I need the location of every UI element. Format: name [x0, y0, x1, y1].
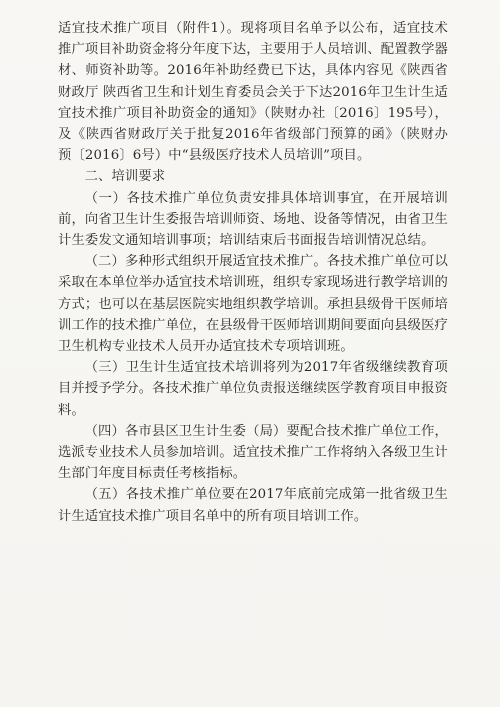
- paragraph-project-funding: 适宜技术推广项目（附件1）。现将项目名单予以公布，适宜技术推广项目补助资金将分年度下达，主要用于人员培训、配置教学器材、师资补助等。2016年补助经费已下达，具体内容见《陕西省财政厅 陕西省卫生和计划生育委员会关于下达2016年卫生计生适宜技术推广项目补助资金的通知》（陕财办社〔2016〕195号），及《陕西省财政厅关于批复2016年省级部门预算的函》（陕财办预〔2016〕6号）中“县级医疗技术人员培训”项目。: [58, 21, 448, 164]
- paragraph-requirement-5: （五）各技术推广单位要在2017年底前完成第一批省级卫生计生适宜技术推广项目名单中的所有项目培训工作。: [58, 487, 448, 524]
- section-heading-training-requirements: 二、培训要求: [84, 169, 166, 185]
- paragraph-requirement-1: （一）各技术推广单位负责安排具体培训事宜，在开展培训前，向省卫生计生委报告培训师资、场地、设备等情况，由省卫生计生委发文通知培训事项；培训结束后书面报告培训情况总结。: [58, 190, 448, 249]
- paragraph-requirement-4: （四）各市县区卫生计生委（局）要配合技术推广单位工作，选派专业技术人员参加培训。适宜技术推广工作将纳入各级卫生计生部门年度目标责任考核指标。: [58, 423, 448, 482]
- paragraph-requirement-2: （二）多种形式组织开展适宜技术推广。各技术推广单位可以采取在本单位举办适宜技术培训班，组织专家现场进行教学培训的方式；也可以在基层医院实地组织教学培训。承担县级骨干医师培训工作的技术推广单位，在县级骨干医师培训期间要面向县级医疗卫生机构专业技术人员开办适宜技术专项培训班。: [58, 254, 448, 355]
- paragraph-requirement-3: （三）卫生计生适宜技术培训将列为2017年省级继续教育项目并授予学分。各技术推广单位负责报送继续医学教育项目申报资料。: [58, 360, 448, 418]
